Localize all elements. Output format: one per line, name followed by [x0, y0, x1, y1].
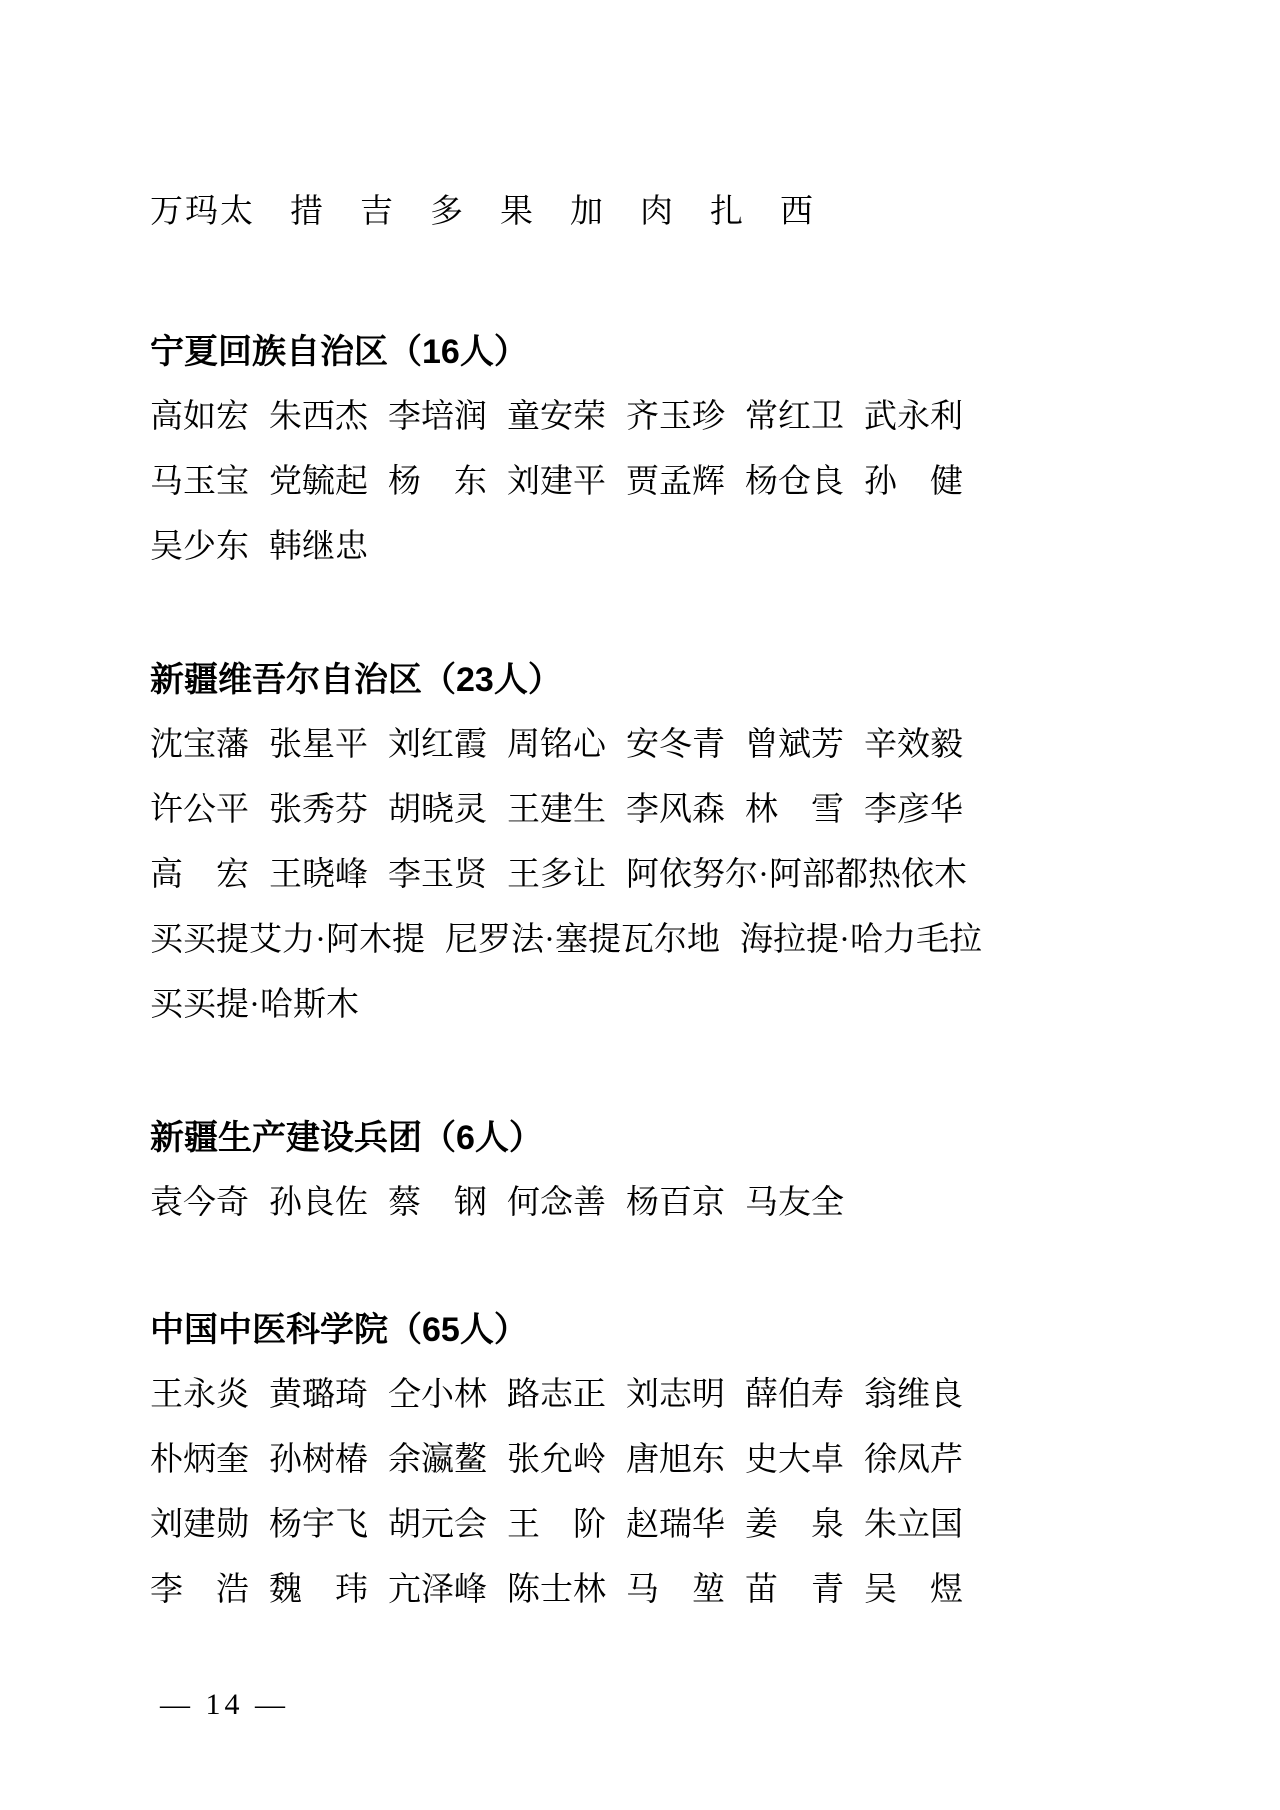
person-name: 王 阶 [507, 1507, 606, 1543]
person-name: 孙树椿 [269, 1442, 368, 1478]
name-row [150, 985, 1180, 1050]
person-name: 李风森 [626, 792, 725, 828]
person-name: 翁维良 [864, 1377, 963, 1413]
person-name: 武永利 [864, 399, 963, 435]
person-name: 魏 玮 [269, 1572, 368, 1608]
person-name: 尼罗法·塞提瓦尔地 [445, 922, 720, 958]
name-row [150, 1183, 1180, 1248]
name-row [150, 1570, 1180, 1635]
person-name: 李玉贤 [388, 857, 487, 893]
person-name: 王晓峰 [269, 857, 368, 893]
region-section [150, 332, 1180, 592]
person-name: 杨仓良 [745, 464, 844, 500]
person-name: 薛伯寿 [745, 1377, 844, 1413]
section-heading: 宁夏回族自治区（16人） [150, 333, 528, 371]
person-name: 马玉宝 [150, 464, 249, 500]
person-name: 杨 东 [388, 464, 487, 500]
person-name: 何念善 [507, 1185, 606, 1221]
person-name: 许公平 [150, 792, 249, 828]
person-name: 袁今奇 [150, 1185, 249, 1221]
name-row [150, 527, 1180, 592]
person-name: 胡晓灵 [388, 792, 487, 828]
person-name: 李 浩 [150, 1572, 249, 1608]
person-name: 李培润 [388, 399, 487, 435]
person-name: 胡元会 [388, 1507, 487, 1543]
sections-container [150, 332, 1180, 1635]
person-name: 贾孟辉 [626, 464, 725, 500]
person-name: 童安荣 [507, 399, 606, 435]
person-name: 曾斌芳 [745, 727, 844, 763]
person-name: 刘红霞 [388, 727, 487, 763]
person-name: 马 堃 [626, 1572, 725, 1608]
person-name: 余瀛鳌 [388, 1442, 487, 1478]
person-name: 孙良佐 [269, 1185, 368, 1221]
person-name: 朱西杰 [269, 399, 368, 435]
person-name: 王永炎 [150, 1377, 249, 1413]
section-heading: 新疆维吾尔自治区（23人） [150, 661, 562, 699]
person-name: 刘建平 [507, 464, 606, 500]
person-name: 常红卫 [745, 399, 844, 435]
person-name: 高 宏 [150, 857, 249, 893]
person-name: 史大卓 [745, 1442, 844, 1478]
person-name: 苗 青 [745, 1572, 844, 1608]
person-name: 海拉提·哈力毛拉 [740, 922, 982, 958]
continuation-name-row: 万玛太 措 吉 多 果 加 肉 扎 西 [150, 194, 815, 230]
person-name: 孙 健 [864, 464, 963, 500]
person-name: 齐玉珍 [626, 399, 725, 435]
person-name: 张秀芬 [269, 792, 368, 828]
person-name: 路志正 [507, 1377, 606, 1413]
name-row [150, 1440, 1180, 1505]
document-content [150, 192, 1180, 1722]
person-name: 周铭心 [507, 727, 606, 763]
person-name: 王建生 [507, 792, 606, 828]
region-section [150, 660, 1180, 1050]
person-name: 买买提·哈斯木 [150, 987, 359, 1023]
name-row [150, 462, 1180, 527]
person-name: 赵瑞华 [626, 1507, 725, 1543]
person-name: 姜 泉 [745, 1507, 844, 1543]
person-name: 杨百京 [626, 1185, 725, 1221]
name-row [150, 397, 1180, 462]
section-heading: 中国中医科学院（65人） [150, 1311, 528, 1349]
name-row [150, 920, 1180, 985]
person-name: 杨宇飞 [269, 1507, 368, 1543]
name-row [150, 855, 1180, 920]
name-row [150, 790, 1180, 855]
person-name: 沈宝藩 [150, 727, 249, 763]
region-section [150, 1310, 1180, 1635]
person-name: 王多让 [507, 857, 606, 893]
person-name: 蔡 钢 [388, 1185, 487, 1221]
name-row [150, 725, 1180, 790]
person-name: 高如宏 [150, 399, 249, 435]
person-name: 亢泽峰 [388, 1572, 487, 1608]
person-name: 徐凤芹 [864, 1442, 963, 1478]
person-name: 吴少东 [150, 529, 249, 565]
person-name: 张允岭 [507, 1442, 606, 1478]
person-name: 朱立国 [864, 1507, 963, 1543]
person-name: 李彦华 [864, 792, 963, 828]
region-section [150, 1118, 1180, 1248]
name-row [150, 1375, 1180, 1440]
person-name: 林 雪 [745, 792, 844, 828]
person-name: 马友全 [745, 1185, 844, 1221]
section-heading: 新疆生产建设兵团（6人） [150, 1119, 543, 1157]
person-name: 朴炳奎 [150, 1442, 249, 1478]
person-name: 党毓起 [269, 464, 368, 500]
person-name: 辛效毅 [864, 727, 963, 763]
person-name: 张星平 [269, 727, 368, 763]
person-name: 刘志明 [626, 1377, 725, 1413]
person-name: 韩继忠 [269, 529, 368, 565]
person-name: 吴 煜 [864, 1572, 963, 1608]
person-name: 陈士林 [507, 1572, 606, 1608]
person-name: 安冬青 [626, 727, 725, 763]
person-name: 仝小林 [388, 1377, 487, 1413]
name-row [150, 1505, 1180, 1570]
person-name: 阿依努尔·阿部都热依木 [626, 857, 967, 893]
person-name: 刘建勋 [150, 1507, 249, 1543]
page-number: — 14 — [160, 1688, 289, 1721]
person-name: 买买提艾力·阿木提 [150, 922, 425, 958]
person-name: 唐旭东 [626, 1442, 725, 1478]
person-name: 黄璐琦 [269, 1377, 368, 1413]
